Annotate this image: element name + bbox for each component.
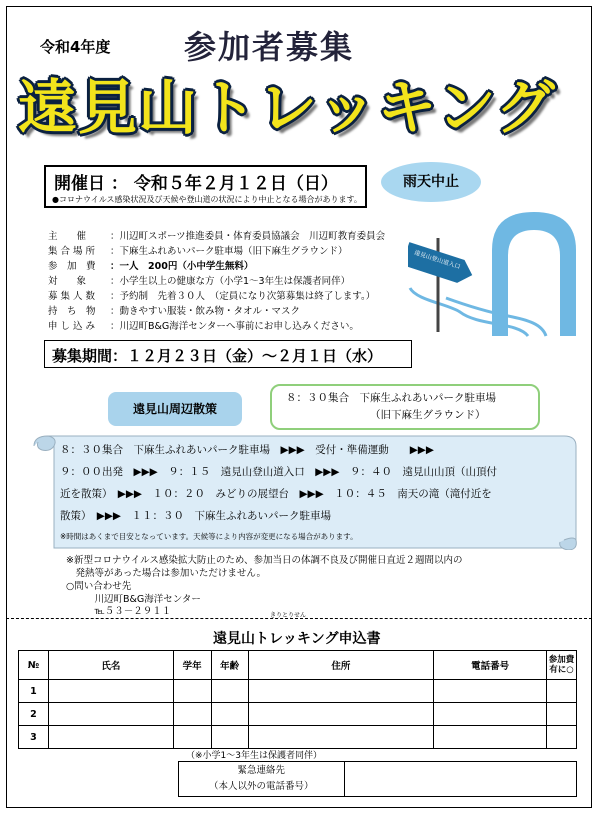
address-field[interactable] [248, 680, 434, 703]
grade-field[interactable] [173, 726, 211, 749]
walk-label: 遠見山周辺散策 [108, 392, 242, 426]
cut-line [6, 618, 592, 619]
note-line-1: ※新型コロナウイルス感染拡大防止のため、参加当日の体調不良及び開催日直近２週間以内の [66, 555, 463, 566]
recruit-heading: 参加者募集 [184, 28, 355, 66]
table-row [19, 726, 577, 749]
schedule-line-4: 散策） ▶▶▶ １１：３０ 下麻生ふれあいパーク駐車場 [60, 510, 331, 522]
header-phone: 電話番号 [434, 651, 547, 680]
application-table [18, 650, 577, 749]
schedule-line-3: 近を散策） ▶▶▶ １０：２０ みどりの展望台 ▶▶▶ １０：４５ 南天の滝（滝付近を [60, 488, 492, 500]
contact-heading: ○問い合わせ先 [66, 581, 132, 592]
cut-label: きりとりせん [270, 612, 307, 619]
row-number: 3 [19, 726, 49, 749]
header-name: 氏名 [48, 651, 173, 680]
info-belongings: 持 ち 物 ：動きやすい服装・飲み物・タオル・マスク [48, 306, 301, 317]
phone-field[interactable] [434, 726, 547, 749]
emergency-phone-field[interactable] [344, 762, 576, 797]
info-meeting-place: 集 合 場 所 ：下麻生ふれあいパーク駐車場（旧下麻生グラウンド） [48, 246, 348, 257]
header-fee: 参加費有に○ [546, 651, 576, 680]
info-fee: 参 加 費 ：一人 200円（小中学生無料） [48, 261, 254, 272]
emergency-table [178, 761, 577, 797]
gather-line-2: （旧下麻生グラウンド） [370, 409, 486, 421]
info-capacity: 募 集 人 数 ：予約制 先着３０人 （定員になり次第募集は終了します。） [48, 291, 376, 302]
corona-note: ●コロナウイルス感染状況及び天候や登山道の状況により中止となる場合があります。 [52, 195, 362, 204]
name-field[interactable] [48, 726, 173, 749]
note-line-2: 発熱等があった場合は参加いただけません。 [66, 568, 266, 579]
schedule-line-1: ８：３０集合 下麻生ふれあいパーク駐車場 ▶▶▶ 受付・準備運動 ▶▶▶ [60, 444, 434, 456]
address-field[interactable] [248, 726, 434, 749]
gather-line-1: ８：３０集合 下麻生ふれあいパーク駐車場 [286, 392, 496, 404]
contact-phone: ℡５３－２９１１ [66, 606, 172, 617]
phone-field[interactable] [434, 703, 547, 726]
guardian-note: （※小学1～3年生は保護者同伴） [186, 751, 322, 761]
grade-field[interactable] [173, 703, 211, 726]
row-number: 2 [19, 703, 49, 726]
rain-cancel-badge: 雨天中止 [381, 162, 481, 202]
age-field[interactable] [211, 703, 248, 726]
info-organizer: 主 催 ：川辺町スポーツ推進委員・体育委員協議会 川辺町教育委員会 [48, 231, 386, 242]
fiscal-year: 令和4年度 [40, 38, 111, 56]
sign-text: 遠見山登山道入口 [413, 249, 462, 271]
grade-field[interactable] [173, 680, 211, 703]
main-title: 遠見山トレッキング [18, 73, 556, 142]
schedule-note: ※時間はあくまで目安となっています。天候等により内容が変更になる場合があります。 [60, 532, 358, 541]
fee-field[interactable] [546, 680, 576, 703]
table-header-row [19, 651, 577, 680]
header-address: 住所 [248, 651, 434, 680]
contact-name: 川辺町B&G海洋センター [66, 594, 201, 605]
address-field[interactable] [248, 703, 434, 726]
schedule-line-2: ９：００出発 ▶▶▶ ９：１５ 遠見山登山道入口 ▶▶▶ ９：４０ 遠見山山頂（山頂付 [60, 466, 497, 478]
fee-field[interactable] [546, 703, 576, 726]
name-field[interactable] [48, 703, 173, 726]
age-field[interactable] [211, 726, 248, 749]
info-target: 対 象 ：小学生以上の健康な方（小学1～3年生は保護者同伴） [48, 276, 351, 287]
table-row [19, 703, 577, 726]
info-apply: 申 し 込 み ：川辺町B&G海洋センターへ事前にお申し込みください。 [48, 321, 359, 332]
phone-field[interactable] [434, 680, 547, 703]
trail-entrance-illustration [408, 208, 594, 338]
application-period: 募集期間：１２月２３日（金）～２月１日（水） [52, 347, 383, 365]
header-grade: 学年 [173, 651, 211, 680]
header-age: 年齢 [211, 651, 248, 680]
name-field[interactable] [48, 680, 173, 703]
age-field[interactable] [211, 680, 248, 703]
form-title: 遠見山トレッキング申込書 [213, 631, 381, 647]
header-no: № [19, 651, 49, 680]
fee-field[interactable] [546, 726, 576, 749]
emergency-label: 緊急連絡先 （本人以外の電話番号） [179, 762, 345, 797]
row-number: 1 [19, 680, 49, 703]
event-date: 開催日 ： 令和５年２月１２日（日） [54, 174, 338, 194]
table-row [19, 680, 577, 703]
